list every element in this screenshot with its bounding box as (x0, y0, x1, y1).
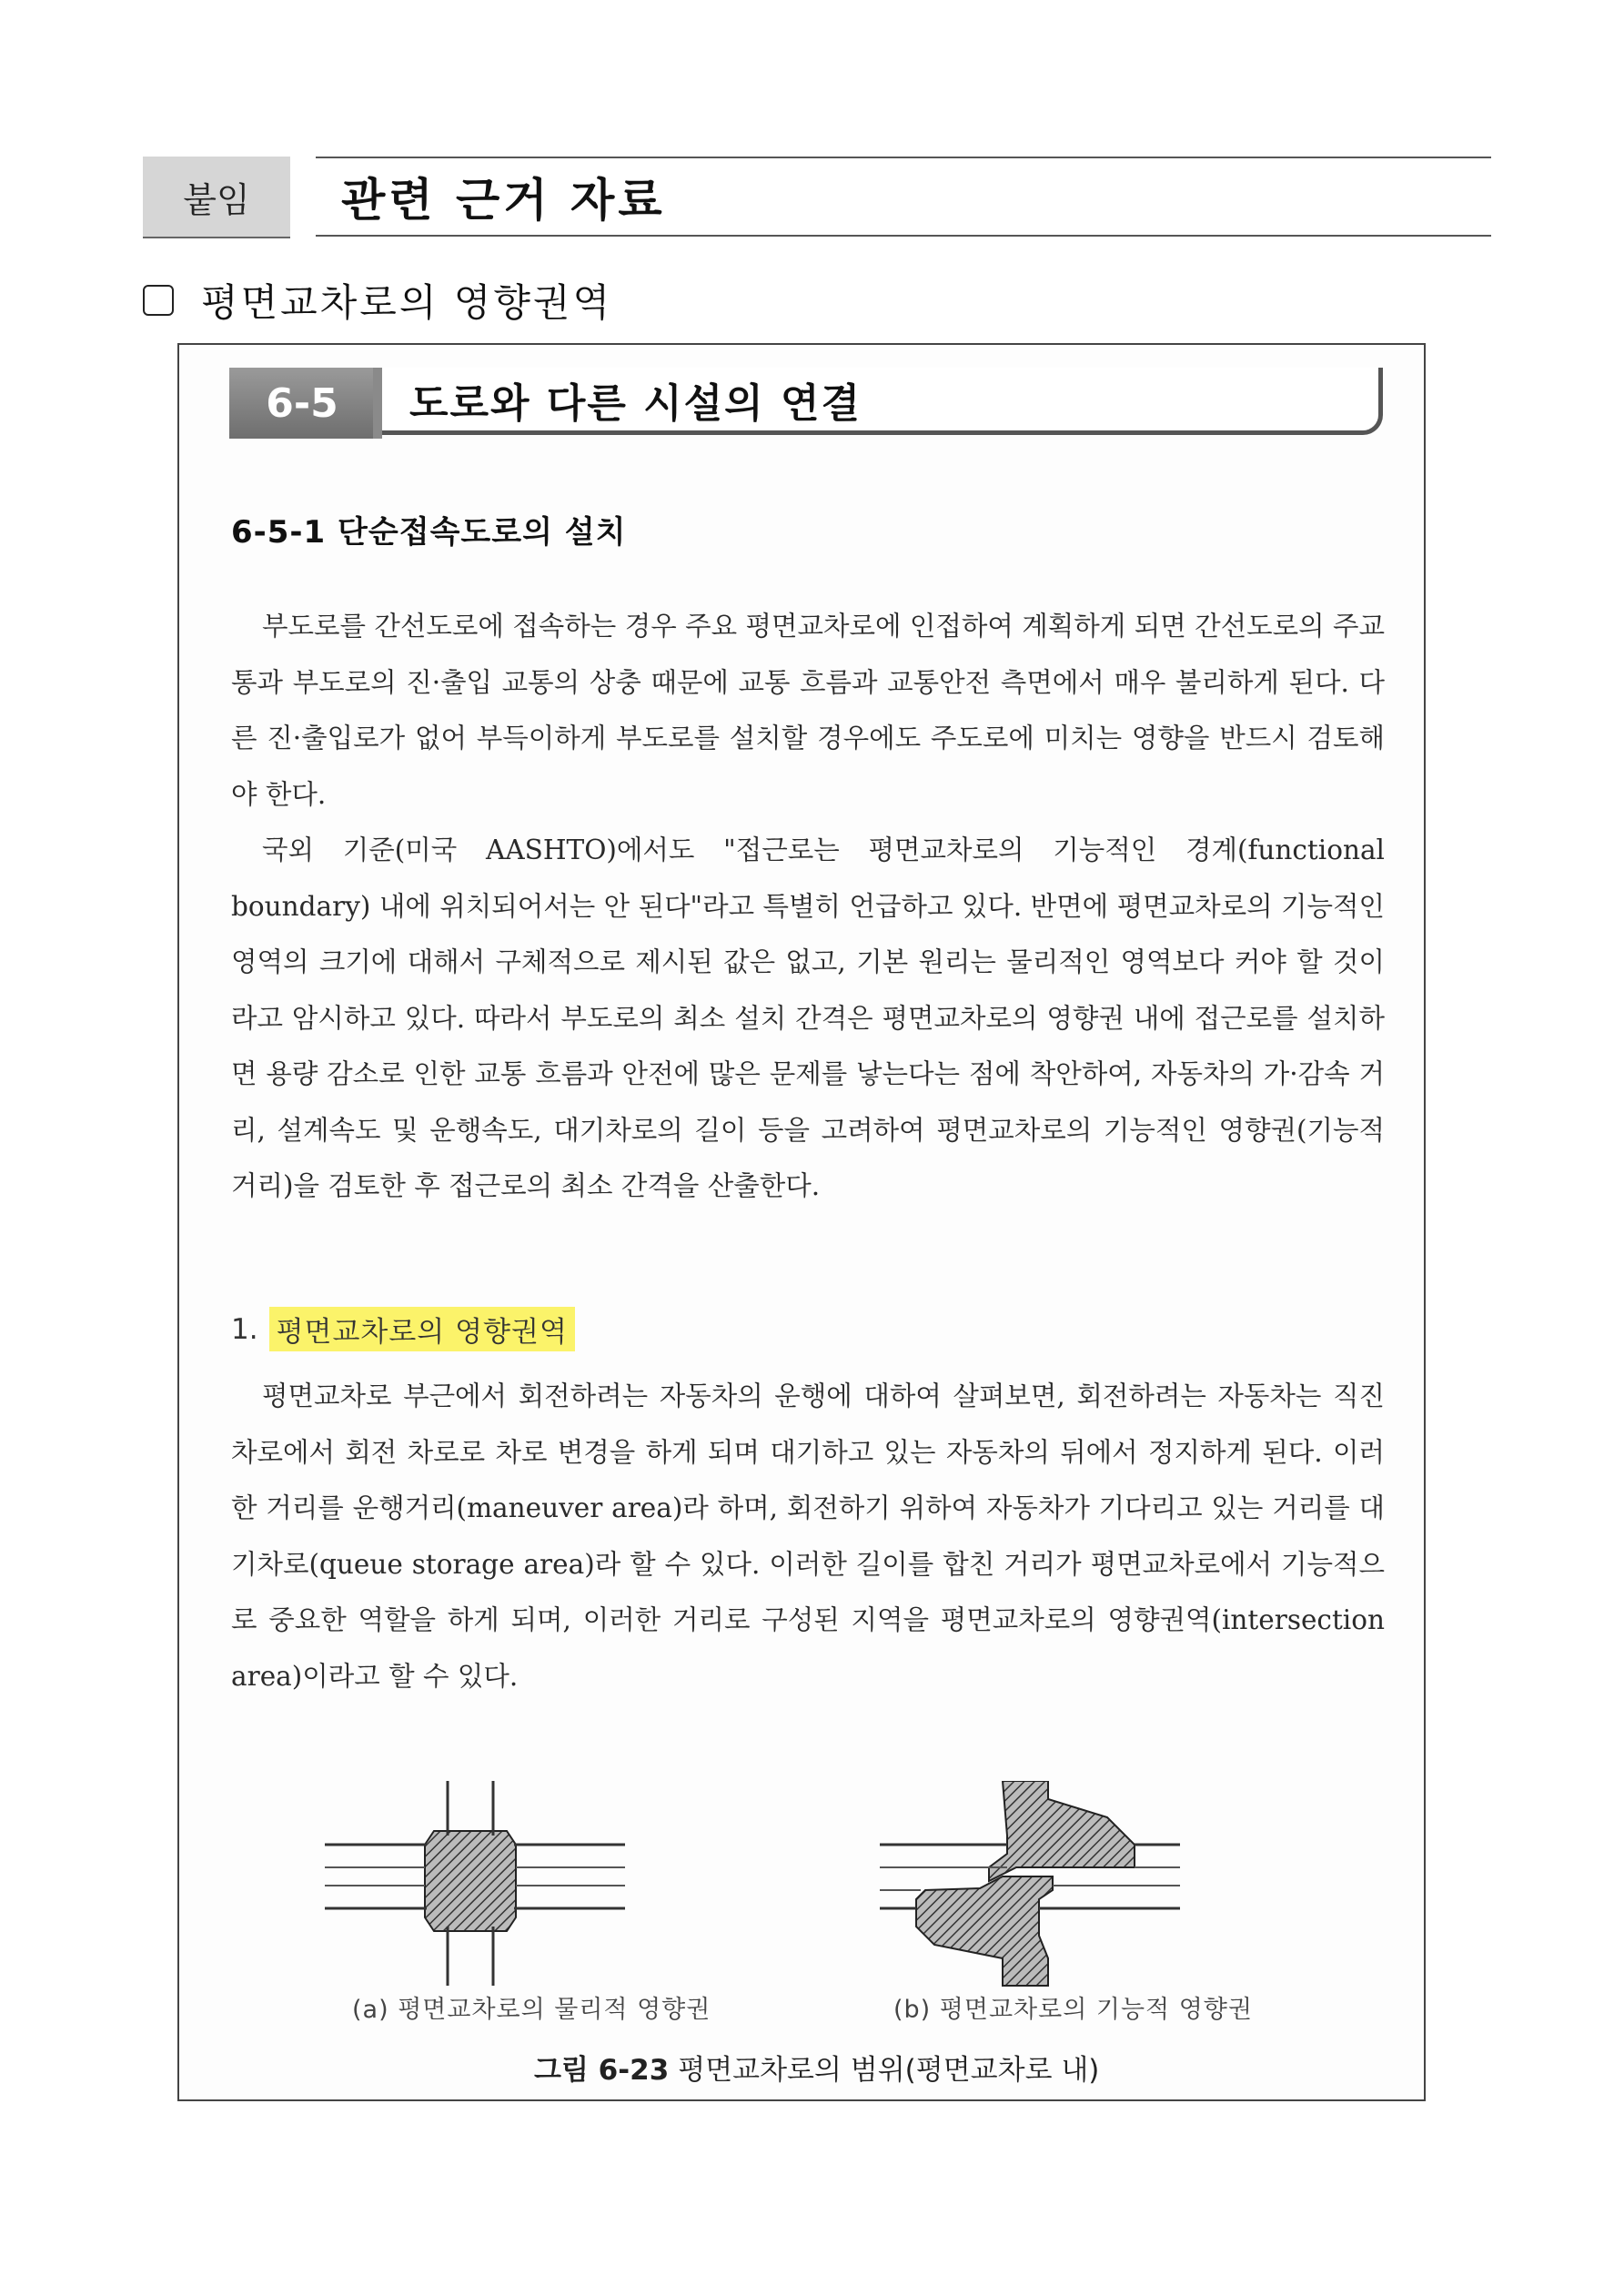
chapter-banner (229, 368, 1383, 439)
attachment-title: 관련 근거 자료 (316, 158, 1491, 237)
paragraph-2: 국외 기준(미국 AASHTO)에서도 "접근로는 평면교차로의 기능적인 경계(functional boundary) 내에 위치되어서는 안 된다"라고 특별히 언급하고 있다. 반면에 평면교차로의 기능적인 영역의 크기에 대해서 구체적으로 제시된 값은 없고, 기본 원리는 물리적인 영역보다 커야 할 것이라고 암시하고 있다. 따라서 부도로의 최소 설치 간격은 평면교차로의 영향권 내에 접근로를 설치하면 용량 감소로 인한 교통 흐름과 안전에 많은 문제를 낳는다는 점에 착안하여, 자동차의 가·감속 거리, 설계속도 및 운행속도, 대기차로의 길이 등을 고려하여 평면교차로의 기능적인 영향권(기능적 거리)을 검토한 후 접근로의 최소 간격을 산출한다. (231, 834, 1385, 1201)
attachment-badge: 붙임 (143, 157, 290, 238)
figure-b-caption: (b) 평면교차로의 기능적 영향권 (893, 1996, 1253, 2024)
chapter-number: 6-5 (229, 368, 375, 439)
item-number: 1. (231, 1312, 258, 1346)
section-title: 평면교차로의 영향권역 (201, 280, 613, 325)
figure-title (534, 2047, 1099, 2088)
attachment-header (143, 157, 1491, 238)
chapter-title: 도로와 다른 시설의 연결 (382, 368, 1383, 435)
scanned-book-page (177, 343, 1426, 2101)
header-top-rule (316, 157, 1491, 158)
figure-title-text: 평면교차로의 범위(평면교차로 내) (678, 2054, 1100, 2087)
checkbox-icon (143, 285, 174, 316)
physical-area-diagram (325, 1781, 625, 1990)
paragraph-3: 평면교차로 부근에서 회전하려는 자동차의 운행에 대하여 살펴보면, 회전하려는 자동차는 직진 차로에서 회전 차로로 차로 변경을 하게 되며 대기하고 있는 자동차의 뒤에서 정지하게 된다. 이러한 거리를 운행거리(maneuver area)라 하며, 회전하기 위하여 자동차가 기다리고 있는 거리를 대기차로(queue storage area)라 할 수 있다. 이러한 길이를 합친 거리가 평면교차로에서 기능적으로 중요한 역할을 하게 되며, 이러한 거리로 구성된 지역을 평면교차로의 영향권역(intersection area)이라고 할 수 있다. (231, 1381, 1385, 1692)
section-heading (143, 273, 612, 328)
figure-label: 그림 6-23 (534, 2054, 670, 2087)
paragraph-1: 부도로를 간선도로에 접속하는 경우 주요 평면교차로에 인접하여 계획하게 되면 간선도로의 주교통과 부도로의 진·출입 교통의 상충 때문에 교통 흐름과 교통안전 측면에서 매우 불리하게 된다. 다른 진·출입로가 없어 부득이하게 부도로를 설치할 경우에도 주도로에 미치는 영향을 반드시 검토해야 한다. (231, 611, 1385, 810)
figure-a-caption: (a) 평면교차로의 물리적 영향권 (352, 1996, 711, 2024)
functional-area-diagram (880, 1781, 1180, 1990)
highlighted-item-title: 평면교차로의 영향권역 (269, 1307, 575, 1351)
item-heading (231, 1307, 575, 1351)
subsection-title: 6-5-1 단순접속도로의 설치 (231, 514, 627, 551)
